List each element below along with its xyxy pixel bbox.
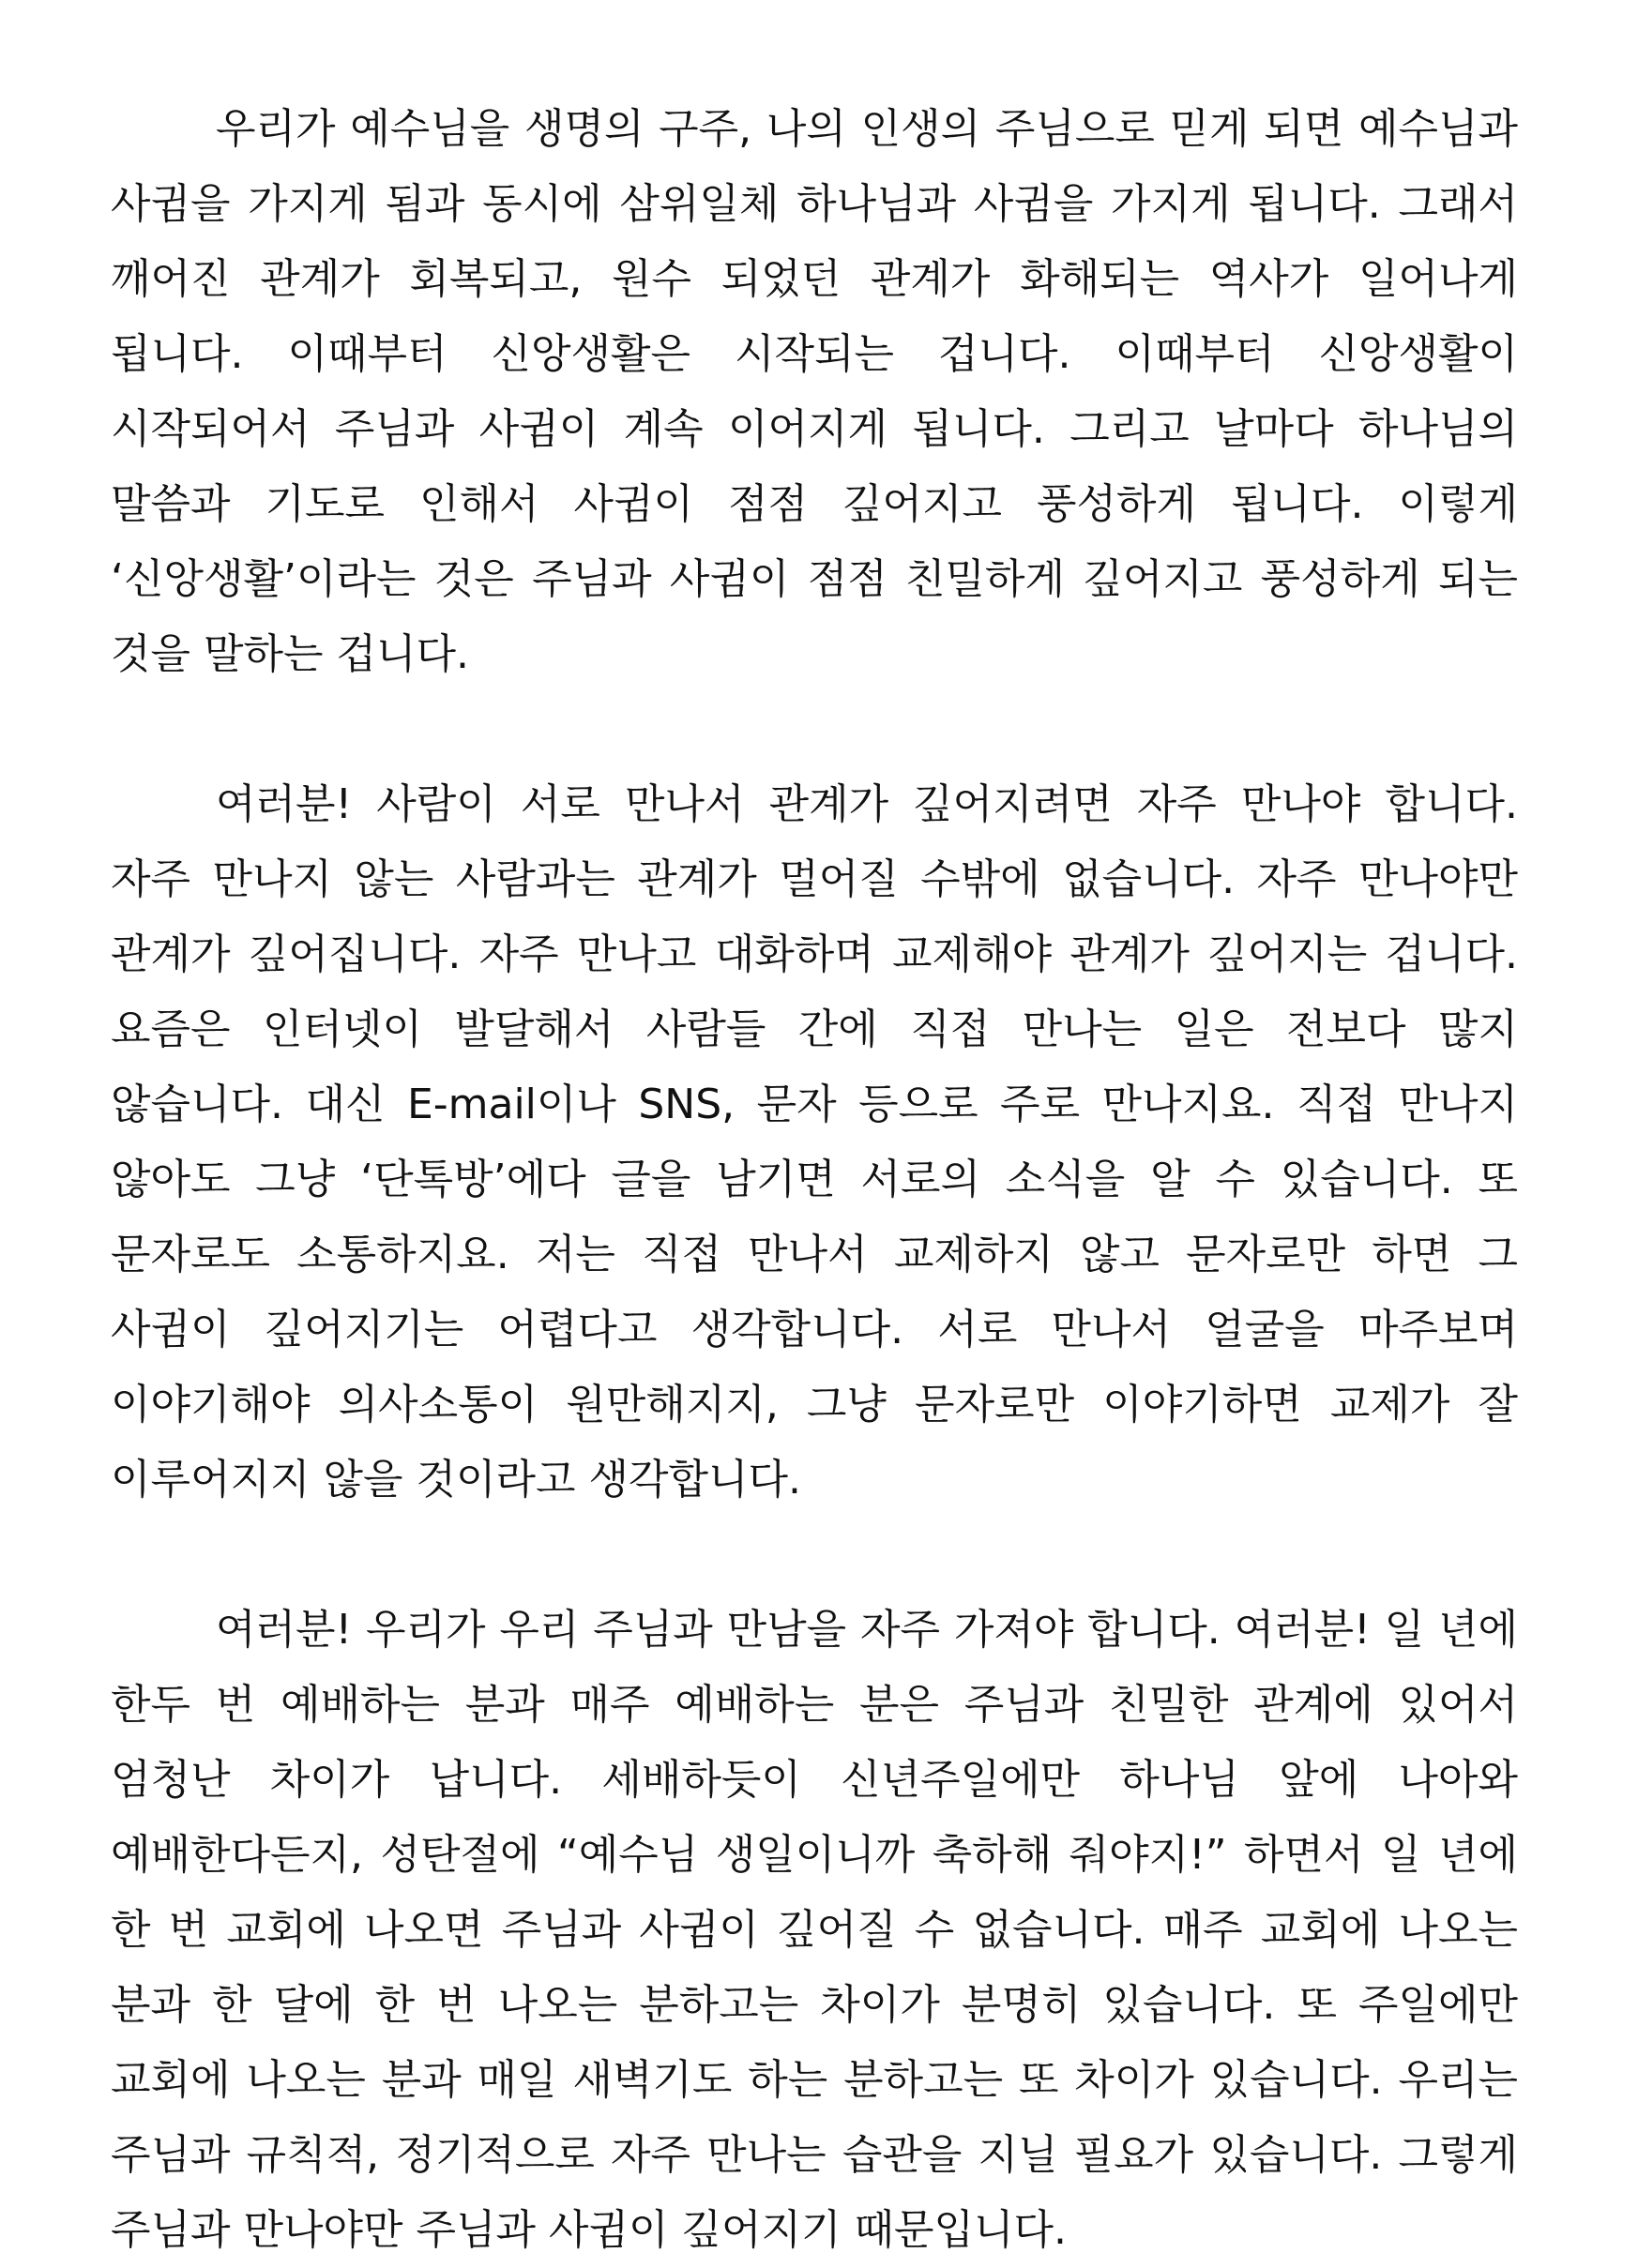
paragraph-fellowship-with-god: 우리가 예수님을 생명의 구주, 나의 인생의 주님으로 믿게 되면 예수님과 사귐을 가지게 됨과 동시에 삼위일체 하나님과 사귐을 가지게 됩니다. 그래서 깨어진 관계가 회복되고, 원수 되었던 관계가 화해되는 역사가 일어나게 됩니다. 이때부터 신앙생활은 시작되는 겁니다. 이때부터 신앙생활이 시작되어서 주님과 사귐이 계속 이어지게 됩니다. 그리고 날마다 하나님의 말씀과 기도로 인해서 사귐이 점점 깊어지고 풍성하게 됩니다. 이렇게 ‘신앙생활’이라는 것은 주님과 사귐이 점점 친밀하게 깊어지고 풍성하게 되는 것을 말하는 겁니다. bbox=[111, 105, 1518, 678]
document-body bbox=[111, 92, 1518, 2268]
paragraph-regular-worship: 여러분! 우리가 우리 주님과 만남을 자주 가져야 합니다. 여러분! 일 년에 한두 번 예배하는 분과 매주 예배하는 분은 주님과 친밀한 관계에 있어서 엄청난 차이가 납니다. 세배하듯이 신년주일에만 하나님 앞에 나아와 예배한다든지, 성탄절에 “예수님 생일이니까 축하해 줘야지!” 하면서 일 년에 한 번 교회에 나오면 주님과 사귐이 깊어질 수 없습니다. 매주 교회에 나오는 분과 한 달에 한 번 나오는 분하고는 차이가 분명히 있습니다. 또 주일에만 교회에 나오는 분과 매일 새벽기도 하는 분하고는 또 차이가 있습니다. 우리는 주님과 규칙적, 정기적으로 자주 만나는 습관을 지닐 필요가 있습니다. 그렇게 주님과 만나야만 주님과 사귐이 깊어지기 때문입니다. bbox=[111, 1606, 1518, 2254]
paragraph-meeting-often: 여러분! 사람이 서로 만나서 관계가 깊어지려면 자주 만나야 합니다. 자주 만나지 않는 사람과는 관계가 멀어질 수밖에 없습니다. 자주 만나야만 관계가 깊어집니다. 자주 만나고 대화하며 교제해야 관계가 깊어지는 겁니다. 요즘은 인터넷이 발달해서 사람들 간에 직접 만나는 일은 전보다 많지 않습니다. 대신 E-mail이나 SNS, 문자 등으로 주로 만나지요. 직접 만나지 않아도 그냥 ‘단톡방’에다 글을 남기면 서로의 소식을 알 수 있습니다. 또 문자로도 소통하지요. 저는 직접 만나서 교제하지 않고 문자로만 하면 그 사귐이 깊어지기는 어렵다고 생각합니다. 서로 만나서 얼굴을 마주보며 이야기해야 의사소통이 원만해지지, 그냥 문자로만 이야기하면 교제가 잘 이루어지지 않을 것이라고 생각합니다. bbox=[111, 780, 1518, 1504]
